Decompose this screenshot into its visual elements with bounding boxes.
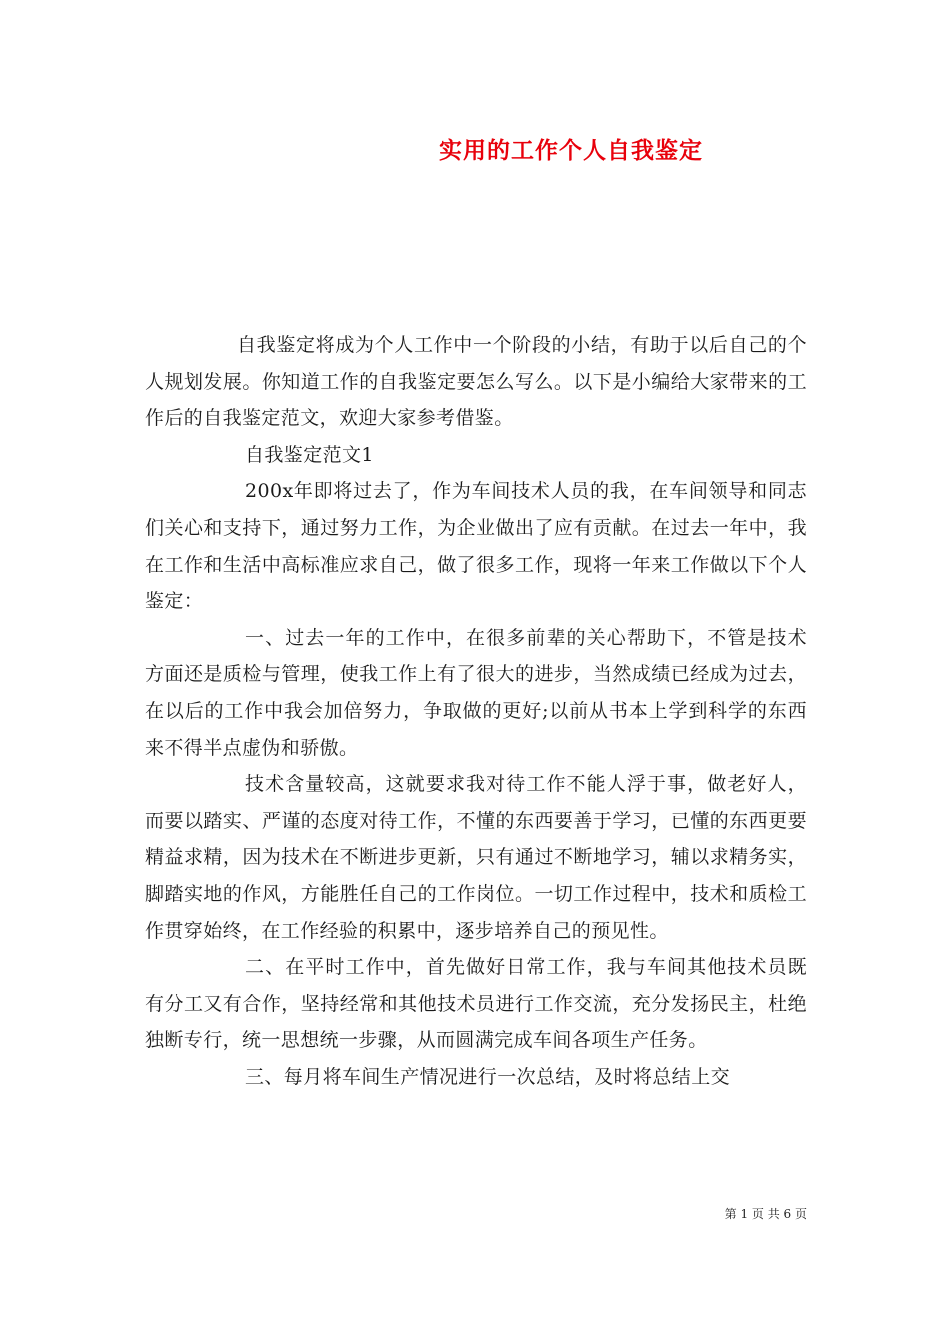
paragraph-point-two: 二、在平时工作中，首先做好日常工作，我与车间其他技术员既有分工又有合作，坚持经常和其他技术员进行工作交流，充分发扬民主，杜绝独断专行，统一思想统一步骤，从而圆满完成车间各项生产任务。 <box>145 956 807 1052</box>
section-heading: 自我鉴定范文1 <box>245 443 374 466</box>
page-number: 第 1 页 共 6 页 <box>724 1207 807 1221</box>
paragraph-intro: 自我鉴定将成为个人工作中一个阶段的小结，有助于以后自己的个人规划发展。你知道工作的自我鉴定要怎么写么。以下是小编给大家带来的工作后的自我鉴定范文，欢迎大家参考借鉴。 <box>145 334 807 430</box>
document-title: 实用的工作个人自我鉴定 <box>439 137 703 164</box>
paragraph-opening: 200x年即将过去了，作为车间技术人员的我，在车间领导和同志们关心和支持下，通过努力工作，为企业做出了应有贡献。在过去一年中，我在工作和生活中高标准应求自己，做了很多工作，现将一年来工作做以下个人鉴定： <box>145 480 807 613</box>
paragraph-point-three: 三、每月将车间生产情况进行一次总结，及时将总结上交 <box>245 1065 731 1088</box>
document-body <box>145 327 807 1095</box>
paragraph-point-one: 一、过去一年的工作中，在很多前辈的关心帮助下，不管是技术方面还是质检与管理，使我工作上有了很大的进步，当然成绩已经成为过去，在以后的工作中我会加倍努力，争取做的更好;以前从书本上学到科学的东西来不得半点虚伪和骄傲。 <box>145 626 807 759</box>
paragraph-technical: 技术含量较高，这就要求我对待工作不能人浮于事，做老好人，而要以踏实、严谨的态度对待工作，不懂的东西要善于学习，已懂的东西更要精益求精，因为技术在不断进步更新，只有通过不断地学习，辅以求精务实，脚踏实地的作风，方能胜任自己的工作岗位。一切工作过程中，技术和质检工作贯穿始终，在工作经验的积累中，逐步培养自己的预见性。 <box>145 773 807 942</box>
